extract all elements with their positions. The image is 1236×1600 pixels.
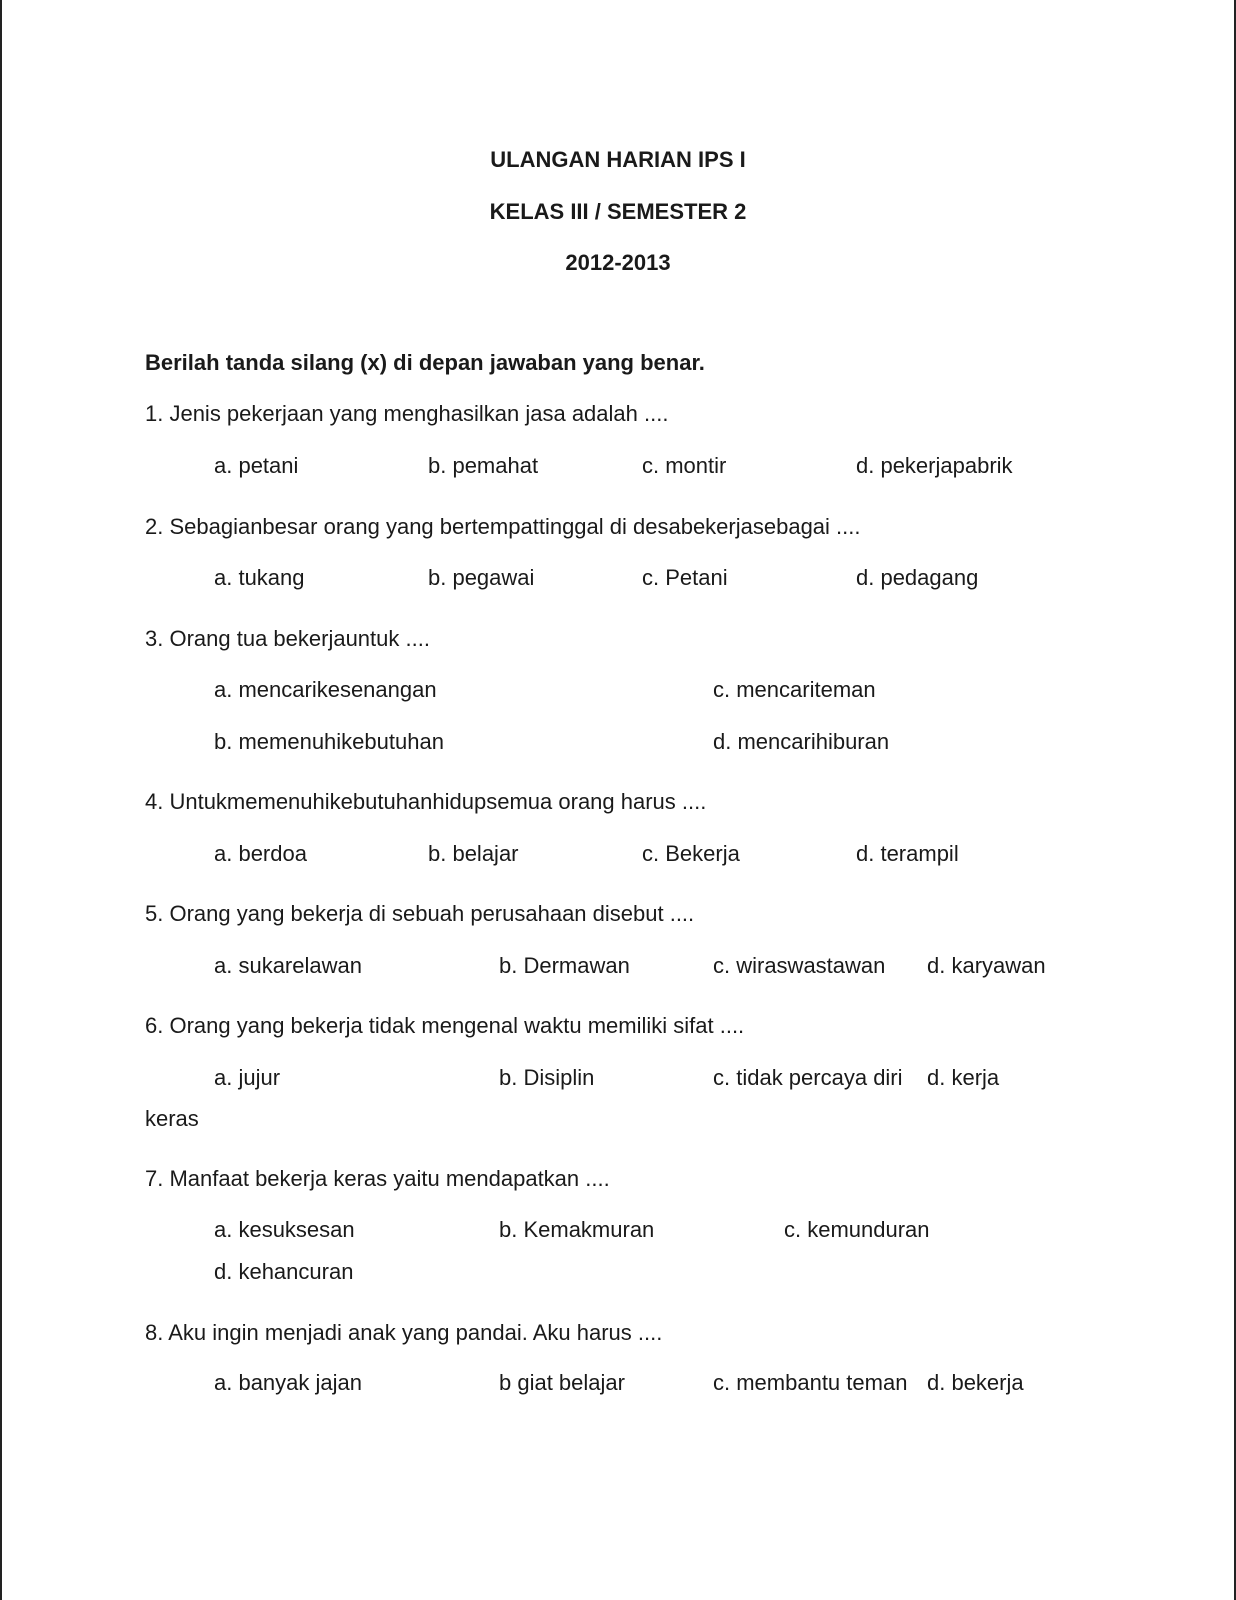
q7-option-b: b. Kemakmuran	[499, 1217, 655, 1242]
q5-option-b: b. Dermawan	[499, 953, 630, 978]
q7-option-d: d. kehancuran	[214, 1259, 354, 1284]
q5-option-d: d. karyawan	[927, 953, 1046, 978]
q8-option-c: c. membantu teman	[713, 1370, 908, 1395]
q1-option-d: d. pekerjapabrik	[856, 453, 1013, 478]
q2-option-b: b. pegawai	[428, 565, 535, 590]
q6-option-d-continuation: keras	[145, 1106, 199, 1131]
q6-option-b: b. Disiplin	[499, 1065, 595, 1090]
question-5: 5. Orang yang bekerja di sebuah perusahaan disebut ....	[145, 901, 695, 926]
q4-option-a: a. berdoa	[214, 841, 307, 866]
q1-option-a: a. petani	[214, 453, 299, 478]
q2-option-a: a. tukang	[214, 565, 305, 590]
q8-option-a: a. banyak jajan	[214, 1370, 362, 1395]
q2-option-c: c. Petani	[642, 565, 728, 590]
instruction: Berilah tanda silang (x) di depan jawaban yang benar.	[145, 350, 705, 375]
q1-option-b: b. pemahat	[428, 453, 539, 478]
q1-option-c: c. montir	[642, 453, 727, 478]
q6-option-d: d. kerja	[927, 1065, 1000, 1090]
page-edge-left	[0, 0, 2, 1600]
q6-option-a: a. jujur	[214, 1065, 281, 1090]
question-1: 1. Jenis pekerjaan yang menghasilkan jasa adalah ....	[145, 401, 669, 426]
q2-option-d: d. pedagang	[856, 565, 979, 590]
q3-option-b: b. memenuhikebutuhan	[214, 729, 444, 754]
q8-option-b: b giat belajar	[499, 1370, 625, 1395]
q4-option-b: b. belajar	[428, 841, 519, 866]
q7-option-c: c. kemunduran	[784, 1217, 930, 1242]
question-2: 2. Sebagianbesar orang yang bertempattinggal di desabekerjasebagai ....	[145, 514, 861, 539]
q3-option-a: a. mencarikesenangan	[214, 677, 437, 702]
school-year: 2012-2013	[565, 250, 671, 275]
q5-option-c: c. wiraswastawan	[713, 953, 886, 978]
question-6: 6. Orang yang bekerja tidak mengenal waktu memiliki sifat ....	[145, 1013, 745, 1038]
q4-option-c: c. Bekerja	[642, 841, 740, 866]
q8-option-d: d. bekerja	[927, 1370, 1024, 1395]
question-8: 8. Aku ingin menjadi anak yang pandai. Aku harus ....	[145, 1320, 663, 1345]
question-7: 7. Manfaat bekerja keras yaitu mendapatkan ....	[145, 1166, 610, 1191]
q3-option-c: c. mencariteman	[713, 677, 876, 702]
q6-option-c: c. tidak percaya diri	[713, 1065, 903, 1090]
question-3: 3. Orang tua bekerjauntuk ....	[145, 626, 430, 651]
page-title: ULANGAN HARIAN IPS I	[490, 147, 746, 172]
q3-option-d: d. mencarihiburan	[713, 729, 890, 754]
question-4: 4. Untukmemenuhikebutuhanhidupsemua orang harus ....	[145, 789, 707, 814]
q4-option-d: d. terampil	[856, 841, 959, 866]
class-semester: KELAS III / SEMESTER 2	[489, 199, 747, 224]
q5-option-a: a. sukarelawan	[214, 953, 362, 978]
q7-option-a: a. kesuksesan	[214, 1217, 355, 1242]
